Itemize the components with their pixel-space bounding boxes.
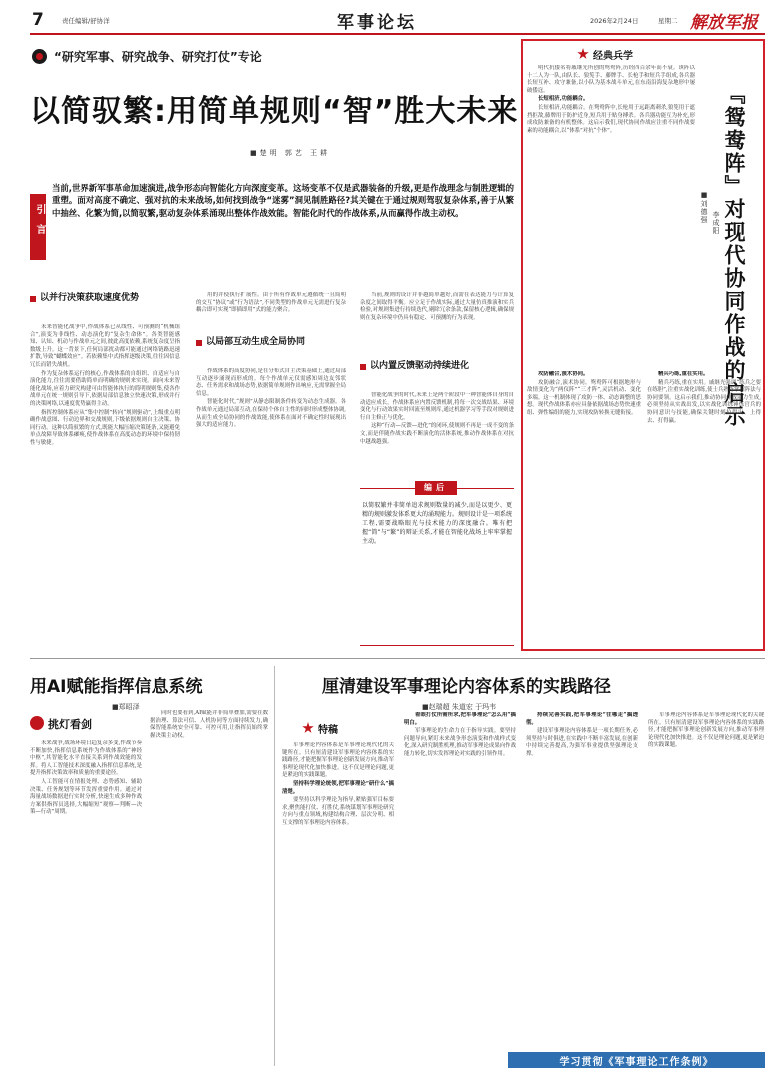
theory-body-col-4 bbox=[648, 712, 764, 1030]
theory-body-col-1 bbox=[282, 742, 394, 1062]
star-icon bbox=[577, 48, 589, 60]
footer-banner bbox=[508, 1052, 765, 1068]
sidebar-byline-1: ■刘德强 bbox=[700, 191, 708, 224]
issue-date: 2026年2月24日 bbox=[590, 17, 639, 25]
column-3-body-top bbox=[360, 292, 514, 352]
editor-credit: 责任编辑/舒协洋 bbox=[62, 17, 110, 25]
paragraph: 军事理论的生命力在于指导实践。要坚持问题导向,紧盯未来战争形态演变和作战样式变化,深入研究制胜机理,推动军事理论成果向作战能力转化,切实发挥理论对实践的引领作用。 bbox=[404, 728, 516, 757]
sidebar-body-top bbox=[527, 65, 695, 363]
paragraph: 作为复杂体系运行的核心,作战体系的自组织、自适应与自演化能力,往往需要借助简单而明确的规则来实现。面向未来智能化战场,应着力研究构建可由智能体执行的简明规则集,使各作战单元在统一规则引导下,依据局部信息独立快速决策,形成并行的决策网络,以速度优势赢得主动。 bbox=[30, 370, 180, 407]
editor-note-text: 以简驭繁并非简单追求规则数量的减少,而是以更少、更精的规则激发体系更大的涌现能力。规则设计是一项系统工程,需要战略眼光与技术能力的深度融合。唯有把握“简”与“繁”的辩证关系,才能在智能化战场上牢牢掌握主动。 bbox=[362, 502, 513, 545]
paragraph: 未来战争,战场环境日趋复杂多变,作战节奏不断加快,指挥信息系统作为作战体系的“神经中枢”,其智能化水平直接关系到作战效能的发挥。将人工智能技术深度融入指挥信息系统,是提升指挥决策效率和质量的重要途径。 bbox=[30, 740, 142, 777]
sidebar-frame bbox=[521, 39, 765, 651]
paragraph: 明代抗倭名将戚继光所创的鸳鸯阵,历经四百余年而不衰。该阵以十二人为一队,由队长、狼筅手、藤牌手、长枪手和短兵手组成,各兵器长短互补、攻守兼备,以小队为基本战斗单元,在东南沿海复杂地形中屡破倭寇。 bbox=[527, 65, 695, 94]
sidebar-body-right bbox=[647, 371, 761, 647]
editor-note-label: 编后 bbox=[415, 481, 457, 495]
sidebar-byline-2: 李成阳 bbox=[712, 211, 720, 235]
ai-byline: ■郑昭泽 bbox=[112, 703, 140, 711]
paragraph: 军事理论内容体系是军事理论现代化的关键所在。只有厘清建设军事理论内容体系的实践路径,才能把握军事理论创新发展方向,推动军事理论现代化加快推进。这不仅是理论问题,更是紧迫的实践课题。 bbox=[648, 712, 764, 749]
sidebar-column-header bbox=[577, 45, 687, 63]
theory-column-tag-label: 特稿 bbox=[318, 725, 338, 736]
editor-note-box bbox=[360, 483, 514, 646]
paragraph: 精兵巧练,重在实用。戚继光强调“练兵之要在练胆”,注重实战化训练,使士兵熟练掌握阵法与协同要领。这启示我们,推动协同作战能力生成,必须坚持从实战出发,以实战化训练锤炼官兵的协同意识与技能,确保关键时刻拉得出、上得去、打得赢。 bbox=[647, 379, 761, 424]
ai-column-tag-label: 挑灯看剑 bbox=[48, 718, 92, 731]
sidebar-column-name: 经典兵学 bbox=[593, 51, 633, 62]
column-3-body bbox=[360, 392, 514, 482]
theory-sub-2: 着眼打仗所需所求,把军事理论“怎么用”搞明白。 bbox=[404, 712, 516, 726]
section-title: 军事论坛 bbox=[337, 13, 417, 33]
theory-headline: 厘清建设军事理论内容体系的实践路径 bbox=[322, 677, 611, 697]
sidebar-sub-2: 攻防融合,演术协同。 bbox=[538, 371, 589, 377]
paragraph: 同时也要看到,AI赋能并非简单叠加,需要在数据治理、算法可信、人机协同等方面持续发力,确保智能系统安全可靠、可控可用,让指挥员始终掌握决策主动权。 bbox=[150, 710, 268, 739]
paragraph: 长短相济,功能耦合。在鸳鸯阵中,长枪用于远距离刺杀,狼筅用于遮挡拒敌,藤牌用于防护近身,短兵用于贴身搏杀。各兵器功能互为补充,形成攻防兼备的有机整体。这启示我们,现代协同作战应注重不同作战要素的功能耦合,以“体系”对抗“个体”。 bbox=[527, 104, 695, 134]
footer-banner-text: 学习贯彻《军事理论工作条例》 bbox=[559, 1057, 714, 1068]
column-divider bbox=[274, 666, 275, 1066]
topic-banner bbox=[30, 44, 320, 70]
paragraph: 用的并使执行扩展性。由于所有作战单元遵循统一且简明的交互“协议”或“行为语法”,不同类型的作战单元无需进行复杂耦合即可实现“即插即用”式的能力聚合。 bbox=[196, 292, 346, 314]
sub-heading-1-icon bbox=[30, 296, 36, 302]
paragraph: 作战体系的高度协同,是在分布式自主决策基础上,通过局部互动逐步涌现而形成的。每个作战单元仅需感知周边友邻状态、任务需求和战场态势,依据简单规则作出响应,无需掌握全局信息。 bbox=[196, 368, 346, 397]
ai-column-tag bbox=[30, 714, 126, 732]
paragraph: 指挥控制体系应从“集中控制”转向“规则驱动”,上级重点明确作战意图、行动边界和交战规则,下级依据规则自主决策、协同行动。这种以简驭繁的方式,既能大幅压缩决策链条,又能避免单点故障导致体系瘫痪,使作战体系在高度动态的环境中保持韧性与敏捷。 bbox=[30, 409, 180, 446]
theory-sub-3: 持续完善实践,把军事理论“往哪走”搞透彻。 bbox=[526, 712, 638, 726]
theory-body-col-2 bbox=[404, 712, 516, 1062]
star-icon bbox=[302, 722, 314, 734]
paragraph: 这种“行动—反馈—进化”的闭环,使规则不再是一成不变的条文,而是伴随作战实践不断演化的活体系统,推动作战体系在对抗中越战越强。 bbox=[360, 423, 514, 445]
theory-column-tag bbox=[302, 720, 362, 736]
paragraph: 要坚持以科学理论为指导,紧贴强军目标要求,聚焦能打仗、打胜仗,系统谋划军事理论研究方向与重点领域,构建结构合理、层次分明、相互支撑的军事理论内容体系。 bbox=[282, 797, 394, 826]
paragraph: 军事理论内容体系是军事理论现代化的关键所在。只有厘清建设军事理论内容体系的实践路径,才能把握军事理论创新发展方向,推动军事理论现代化加快推进。这不仅是理论问题,更是紧迫的实践课题。 bbox=[282, 742, 394, 779]
lead-tag-label: 引言 bbox=[34, 204, 45, 244]
paragraph: 智能化战争的时代,未来上是两个阶段中一种智能体自身的自动适应成长。作战体系应内置反馈机制,将每一次交战结果、环境变化与行动效果实时回流至规则库,通过机器学习等手段对规则进行自主修正与优化。 bbox=[360, 392, 514, 421]
theory-byline: ■赵瑞超 朱道宏 于玛韦 bbox=[422, 703, 497, 711]
paragraph: 人工智能可在情报处理、态势感知、辅助决策、任务规划等环节发挥重要作用。通过对海量战场数据进行实时分析,快速生成多种作战方案供指挥员选择,大幅缩短“观察—判断—决策—行动”周期。 bbox=[30, 778, 142, 816]
main-column-2 bbox=[196, 292, 346, 647]
lead-text: 当前,世界新军事革命加速演进,战争形态向智能化方向深度变革。这场变革不仅是武器装备的升级,更是作战理念与制胜逻辑的重塑。面对高度不确定、强对抗的未来战场,如何找到战争“迷雾”洞见制胜路径?其关键在于通过规则驾驭复杂体系,善于从繁中抽丝、化繁为简,以简驭繁,驱动复杂体系涌现出整体作战效能。智能化时代的作战体系,从而赢得作战主动权。 bbox=[52, 183, 514, 218]
sub-heading-2-icon bbox=[196, 340, 202, 346]
paragraph: 建设军事理论内容体系是一项长期任务,必须坚持与时俱进,在实践中不断丰富发展,在创新中持续完善提高,为强军事业提供坚强理论支撑。 bbox=[526, 728, 638, 757]
sub-heading-2: 以局部互动生成全局协同 bbox=[206, 337, 306, 347]
main-column-3 bbox=[360, 292, 514, 647]
ai-body-col-1 bbox=[30, 740, 142, 1065]
paragraph: 未来智能化战争中,作战体系已从线性、可预测的“机械组合”,演变为非线性、动态演化的“复杂生命体”。各类智能感知、认知、机动与作战单元之间,彼此高度依赖,系统复杂度呈指数级上升。这一背景下,任何局部扰动都可能通过网络链路迅速扩散,导致“蝴蝶效应”。若依赖集中式指挥逐级决策,往往因信息冗长而错失战机。 bbox=[30, 324, 180, 368]
paragraph: 当前,规则的设计并非越简单越好,而需在表达能力与计算复杂度之间取得平衡。应立足于作战实际,通过大量仿真推演和实兵检验,对规则集进行持续迭代,剔除冗余条款,保留核心逻辑,确保规则在复杂环境中仍具有稳定、可预测的行为表现。 bbox=[360, 292, 514, 321]
lead-box bbox=[30, 182, 514, 280]
ai-article bbox=[30, 662, 270, 1070]
sub-heading-3: 以内置反馈驱动持续进化 bbox=[370, 361, 470, 371]
main-column-1 bbox=[30, 292, 180, 647]
section-divider bbox=[30, 658, 765, 659]
main-byline: ■楚明 郭艺 王耕 bbox=[250, 149, 331, 157]
column-1-body bbox=[30, 324, 180, 647]
theory-article bbox=[282, 662, 765, 1070]
sub-heading-3-icon bbox=[360, 364, 366, 370]
masthead-logo: 解放军报 bbox=[690, 13, 758, 33]
sidebar-sub-3: 精兵巧练,重在实用。 bbox=[658, 371, 709, 377]
sidebar-body-left bbox=[527, 371, 641, 647]
paragraph: 攻防融合,演术协同。鸳鸯阵可根据地形与敌情变化为“两仪阵”“三才阵”,灵活机动、变化多端。这一机制体现了攻防一体、动态调整的思想。现代作战体系亦应具备依据战场态势快速重组、弹性编组的能力,实现攻防转换无缝衔接。 bbox=[527, 379, 641, 416]
theory-body-col-3 bbox=[526, 712, 638, 1062]
column-2-body-top bbox=[196, 292, 346, 328]
header-rule bbox=[30, 33, 765, 35]
lamp-icon bbox=[30, 716, 44, 730]
ai-headline: 用AI赋能指挥信息系统 bbox=[30, 677, 203, 697]
page-number: 7 bbox=[32, 10, 44, 30]
sidebar-title: 『鸳鸯阵』对现代协同作战的启示 bbox=[722, 83, 746, 428]
sidebar-sub-1: 长短相济,功能耦合。 bbox=[538, 96, 589, 103]
sub-heading-1: 以并行决策获取速度优势 bbox=[40, 293, 140, 303]
ai-body-col-2 bbox=[150, 710, 268, 1065]
theory-sub-1: 坚持科学理论统领,把军事理论“研什么”搞清楚。 bbox=[282, 780, 394, 795]
banner-bullet-inner-icon bbox=[36, 53, 43, 60]
paragraph: 智能化时代,“规则”从静态限制条件转变为动态生成器。各作战单元通过局部互动,在保持个体自主性的同时形成整体协调,从而生成全局协同的作战效能,使体系在面对不确定性时展现出强大的适应能力。 bbox=[196, 399, 346, 429]
topic-banner-text: “研究军事、研究战争、研究打仗”专论 bbox=[54, 50, 262, 64]
column-2-body bbox=[196, 368, 346, 647]
main-headline: 以简驭繁:用简单规则“智”胜大未来 bbox=[30, 94, 519, 129]
issue-weekday: 星期二 bbox=[658, 17, 678, 25]
page-header bbox=[30, 8, 765, 34]
